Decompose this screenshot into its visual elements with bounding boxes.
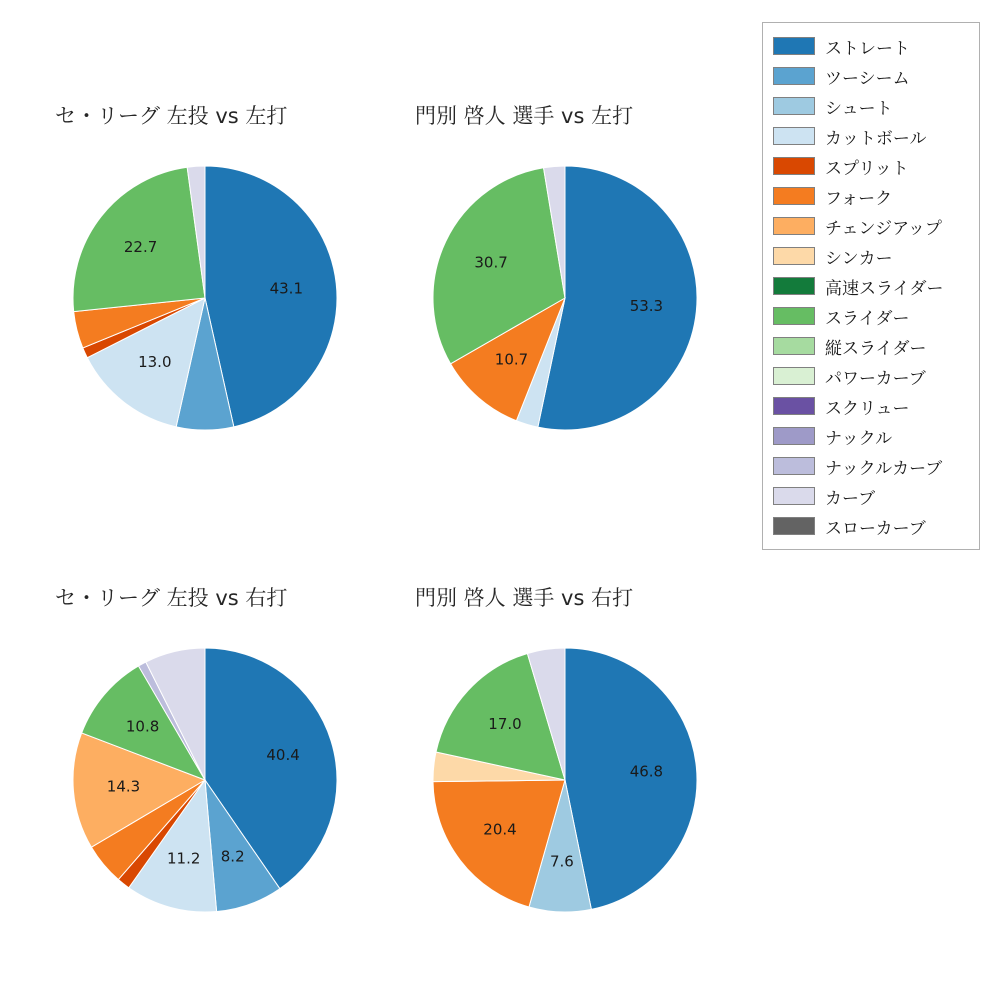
legend-item (773, 451, 969, 481)
legend-swatch (773, 457, 815, 475)
legend-label: スライダー (825, 308, 910, 329)
pie-slice-label: 14.3 (106, 777, 141, 796)
chart-title: 門別 啓人 選手 vs 左打 (415, 104, 634, 128)
pie-chart-league-vs-right (55, 630, 355, 930)
chart-title: 門別 啓人 選手 vs 右打 (415, 586, 634, 610)
legend-item (773, 301, 969, 331)
legend-label: 高速スライダー (825, 278, 944, 299)
legend-label: ツーシーム (825, 68, 910, 89)
legend-swatch (773, 367, 815, 385)
pie-svg (415, 630, 715, 930)
pie-slice-label: 10.8 (125, 717, 160, 736)
legend-label: チェンジアップ (825, 218, 942, 239)
legend-swatch (773, 217, 815, 235)
legend-swatch (773, 277, 815, 295)
chart-cell-league-vs-right (55, 582, 355, 930)
pie-slice-label: 30.7 (474, 253, 508, 272)
legend-label: スプリット (825, 158, 909, 179)
pie-slice-label: 10.7 (494, 350, 529, 369)
pie-slice-label: 43.1 (269, 279, 304, 298)
pie-slice-label: 17.0 (488, 714, 522, 733)
legend-swatch (773, 517, 815, 535)
legend-item (773, 91, 969, 121)
pie-svg (415, 148, 715, 448)
pie-slice-label: 46.8 (629, 762, 664, 781)
legend-label: ストレート (825, 38, 910, 59)
pie-slice-label: 20.4 (483, 820, 517, 839)
legend-swatch (773, 487, 815, 505)
legend-item (773, 181, 969, 211)
pie-chart-league-vs-left (55, 148, 355, 448)
pie-svg (55, 630, 355, 930)
legend-item (773, 481, 969, 511)
legend-swatch (773, 37, 815, 55)
legend-item (773, 211, 969, 241)
legend-item (773, 271, 969, 301)
legend-swatch (773, 397, 815, 415)
legend-item (773, 391, 969, 421)
legend-label: 縦スライダー (825, 338, 927, 359)
chart-cell-player-vs-left (415, 100, 715, 448)
legend-label: ナックル (825, 428, 893, 449)
legend-label: ナックルカーブ (825, 458, 943, 479)
legend-item (773, 31, 969, 61)
legend-label: フォーク (825, 188, 893, 209)
legend-item (773, 511, 969, 541)
legend-item (773, 361, 969, 391)
legend-item (773, 421, 969, 451)
legend-label: カーブ (825, 488, 876, 509)
chart-title: セ・リーグ 左投 vs 左打 (55, 104, 288, 128)
legend-label: スクリュー (825, 398, 910, 419)
legend-label: シンカー (825, 248, 893, 269)
legend-item (773, 331, 969, 361)
chart-title: セ・リーグ 左投 vs 右打 (55, 586, 288, 610)
pie-chart-player-vs-right (415, 630, 715, 930)
pie-chart-player-vs-left (415, 148, 715, 448)
legend-label: スローカーブ (825, 518, 926, 539)
legend-item (773, 241, 969, 271)
legend-item (773, 121, 969, 151)
legend-item (773, 61, 969, 91)
pie-slice-label: 53.3 (629, 297, 664, 315)
legend-item (773, 151, 969, 181)
pie-slice-label: 11.2 (166, 849, 201, 868)
legend-label: パワーカーブ (825, 368, 926, 389)
pie-svg (55, 148, 355, 448)
legend-swatch (773, 427, 815, 445)
legend-swatch (773, 187, 815, 205)
pie-slice-label: 40.4 (266, 746, 300, 765)
legend-swatch (773, 157, 815, 175)
legend-swatch (773, 67, 815, 85)
legend-label: カットボール (825, 128, 927, 149)
legend-swatch (773, 307, 815, 325)
legend-label: シュート (825, 98, 893, 119)
chart-cell-player-vs-right (415, 582, 715, 930)
legend-swatch (773, 337, 815, 355)
pie-slice-label: 22.7 (123, 237, 158, 256)
legend-swatch (773, 247, 815, 265)
pie-slice-label: 13.0 (138, 353, 172, 372)
pie-slice-label: 8.2 (220, 847, 245, 866)
chart-cell-league-vs-left (55, 100, 355, 448)
legend (762, 22, 980, 550)
pie-slice-label: 7.6 (549, 852, 574, 871)
legend-swatch (773, 127, 815, 145)
legend-swatch (773, 97, 815, 115)
